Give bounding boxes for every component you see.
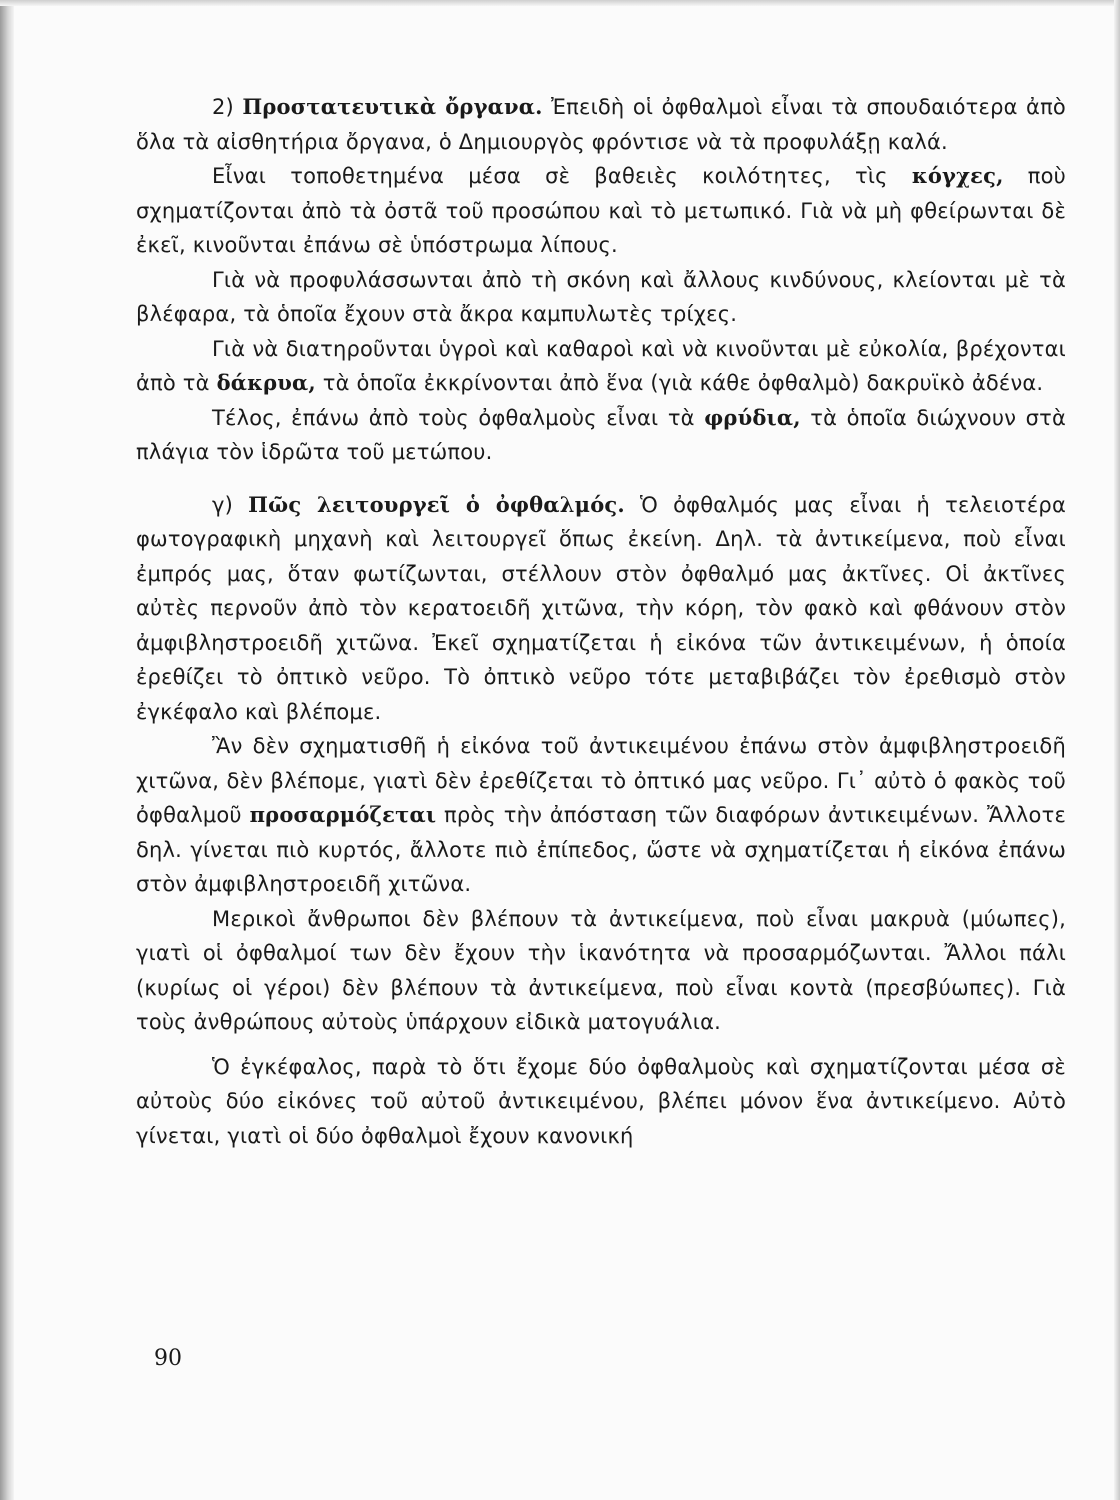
- binding-edge-shadow: [0, 0, 14, 1500]
- section-heading: Προστατευτικὰ ὄργανα.: [242, 94, 543, 119]
- section-heading: Πῶς λειτουργεῖ ὁ ὀφθαλμός.: [248, 491, 625, 517]
- section-number: γ): [212, 492, 249, 517]
- paragraph-text: Τέλος, ἐπάνω ἀπὸ τοὺς ὀφθαλμοὺς εἶναι τὰ: [212, 405, 705, 430]
- body-text: [136, 90, 1066, 1153]
- paragraph-text: Ἂν δὲν σχηματισθῆ ἡ εἰκόνα τοῦ ἀντικειμένου ἐπάνω στὸν ἀμφιβληστροειδῆ χιτῶνα, δὲν βλέπομε, γιατὶ δὲν ἐρεθίζεται τὸ ὀπτικό μας νεῦρο. Γι᾿ αὐτὸ ὁ φακὸς τοῦ ὀφθαλμοῦ: [136, 734, 1066, 827]
- paragraph-text: Ὁ ὀφθαλμός μας εἶναι ἡ τελειοτέρα φωτογραφικὴ μηχανὴ καὶ λειτουργεῖ ὅπως ἐκείνη. Δηλ. τὰ ἀντικείμενα, ποὺ εἶναι ἐμπρός μας, ὅταν φωτίζωνται, στέλλουν στὸν ὀφθαλμό μας ἀκτῖνες. Οἱ ἀκτῖνες αὐτὲς περνοῦν ἀπὸ τὸν κερατοειδῆ χιτῶνα, τὴν κόρη, τὸν φακὸ καὶ φθάνουν στὸν ἀμφιβληστροειδῆ χιτῶνα. Ἐκεῖ σχηματίζεται ἡ εἰκόνα τῶν ἀντικειμένων, ἡ ὁποία ἐρεθίζει τὸ ὀπτικὸ νεῦρο. Τὸ ὀπτικὸ νεῦρο τότε μεταβιβάζει τὸν ἐρεθισμὸ στὸν ἐγκέφαλο καὶ βλέπομε.: [136, 492, 1066, 724]
- bold-term: κόγχες,: [911, 163, 1004, 188]
- paragraph-brain: [136, 1050, 1066, 1154]
- paragraph-text: Μερικοὶ ἄνθρωποι δὲν βλέπουν τὰ ἀντικείμενα, ποὺ εἶναι μακρυὰ (μύωπες), γιατὶ οἱ ὀφθαλμοί των δὲν ἔχουν τὴν ἱκανότητα νὰ προσαρμόζωνται. Ἄλλοι πάλι (κυρίως οἱ γέροι) δὲν βλέπουν τὰ ἀντικείμενα, ποὺ εἶναι κοντὰ (πρεσβύωπες). Γιὰ τοὺς ἀνθρώπους αὐτοὺς ὑπάρχουν εἰδικὰ ματογυάλια.: [136, 906, 1066, 1034]
- paragraph-accommodation: [136, 729, 1066, 902]
- paragraph-text: Ὁ ἐγκέφαλος, παρὰ τὸ ὅτι ἔχομε δύο ὀφθαλμοὺς καὶ σχηματίζονται μέσα σὲ αὐτοὺς δύο εἰκόνες τοῦ αὐτοῦ ἀντικειμένου, βλέπει μόνον ἕνα ἀντικείμενο. Αὐτὸ γίνεται, γιατὶ οἱ δύο ὀφθαλμοὶ ἔχουν κανονική: [136, 1054, 1066, 1148]
- paragraph-text: Εἶναι τοποθετημένα μέσα σὲ βαθειὲς κοιλότητες, τὶς: [212, 164, 912, 188]
- bold-term: φρύδια,: [704, 404, 801, 430]
- bold-term: προσαρμόζεται: [249, 802, 437, 827]
- paragraph-orbits: [136, 159, 1066, 263]
- page-number: 90: [154, 1346, 182, 1371]
- paragraph-text: ποὺ σχηματίζονται ἀπὸ τὰ ὀστᾶ τοῦ προσώπου καὶ τὸ μετωπικό. Γιὰ νὰ μὴ φθείρωνται δὲ ἐκεῖ, κινοῦνται ἐπάνω σὲ ὑπόστρωμα λίπους.: [136, 164, 1066, 257]
- paragraph-text: τὰ ὁποῖα ἐκκρίνονται ἀπὸ ἕνα (γιὰ κάθε ὀφθαλμὸ) δακρυϊκὸ ἀδένα.: [315, 371, 1044, 395]
- paragraph-protective-organs: [136, 90, 1066, 159]
- paragraph-text: τὰ ὁποῖα διώχνουν στὰ πλάγια τὸν ἱδρῶτα τοῦ μετώπου.: [136, 405, 1066, 464]
- right-edge-shadow: [1114, 0, 1120, 1500]
- top-edge-shadow: [0, 0, 1120, 6]
- paragraph-text: Ἐπειδὴ οἱ ὀφθαλμοὶ εἶναι τὰ σπουδαιότερα ἀπὸ ὅλα τὰ αἰσθητήρια ὄργανα, ὁ Δημιουργὸς φρόντισε νὰ τὰ προφυλάξῃ καλά.: [136, 95, 1066, 154]
- paragraph-text: Γιὰ νὰ διατηροῦνται ὑγροὶ καὶ καθαροὶ καὶ νὰ κινοῦνται μὲ εὐκολία, βρέχονται ἀπὸ τὰ: [136, 336, 1066, 395]
- bold-term: δάκρυα,: [216, 370, 316, 395]
- paragraph-eyebrows: [136, 401, 1066, 470]
- paragraph-tears: [136, 332, 1066, 401]
- section-number: 2): [212, 95, 243, 119]
- paragraph-myopia: [136, 902, 1066, 1040]
- paragraph-text: πρὸς τὴν ἀπόσταση τῶν διαφόρων ἀντικειμένων. Ἄλλοτε δηλ. γίνεται πιὸ κυρτός, ἄλλοτε πιὸ ἐπίπεδος, ὥστε νὰ σχηματίζεται ἡ εἰκόνα ἐπάνω στὸν ἀμφιβληστροειδῆ χιτῶνα.: [136, 803, 1066, 896]
- paragraph-text: Γιὰ νὰ προφυλάσσωνται ἀπὸ τὴ σκόνη καὶ ἄλλους κινδύνους, κλείονται μὲ τὰ βλέφαρα, τὰ ὁποῖα ἔχουν στὰ ἄκρα καμπυλωτὲς τρίχες.: [136, 267, 1066, 326]
- paragraph-how-eye-works: [136, 488, 1066, 730]
- paragraph-eyelids: [136, 263, 1066, 332]
